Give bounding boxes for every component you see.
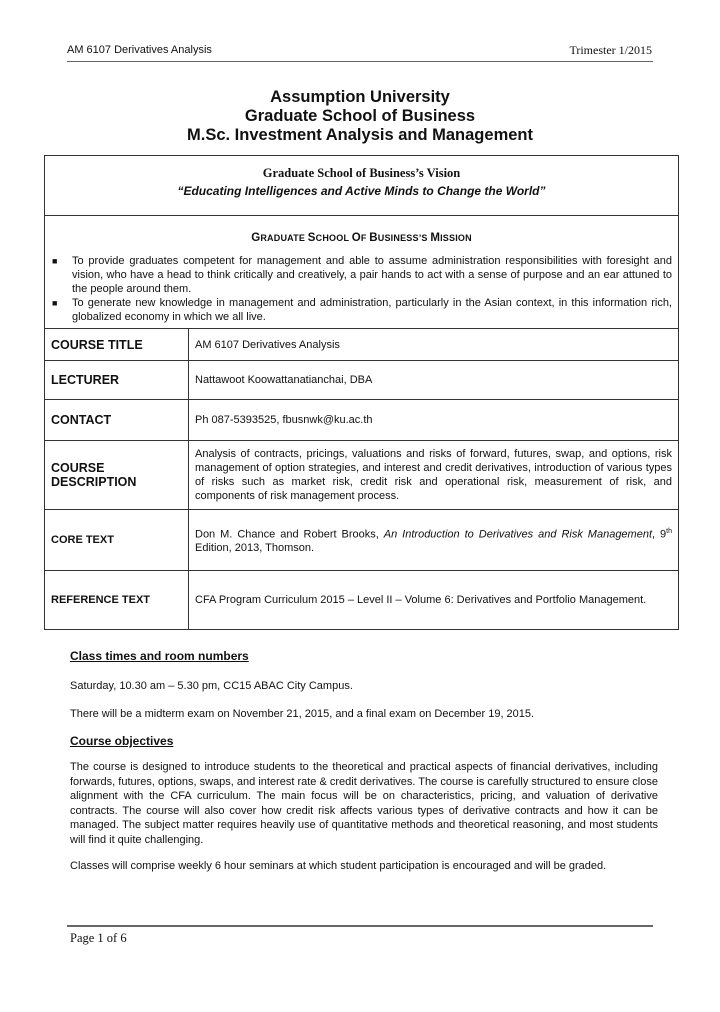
core-text-value: Don M. Chance and Robert Brooks, An Introduction to Derivatives and Risk Management, 9th Edition, 2013, Thomson. bbox=[189, 510, 679, 571]
course-title-value: AM 6107 Derivatives Analysis bbox=[189, 329, 679, 361]
divider bbox=[45, 215, 678, 216]
course-info-table bbox=[44, 328, 679, 630]
mission-item: ■ To generate new knowledge in management and administration, particularly in the Asian context, in this information rich, globalized economy in which we all live. bbox=[52, 297, 672, 323]
mission-list bbox=[51, 254, 672, 324]
description-label: COURSE DESCRIPTION bbox=[45, 441, 189, 510]
core-text-label: CORE TEXT bbox=[45, 510, 189, 571]
table-row bbox=[45, 441, 679, 510]
vision-title: Graduate School of Business’s Vision bbox=[262, 166, 461, 180]
bullet-icon: ■ bbox=[52, 256, 58, 266]
page-number: Page 1 of 6 bbox=[70, 931, 127, 945]
header-rule bbox=[67, 61, 653, 62]
mission-title-text: GRADUATE SCHOOL OF BUSINESS’S MISSION bbox=[251, 232, 472, 244]
reference-text-value: CFA Program Curriculum 2015 – Level II – Volume 6: Derivatives and Portfolio Management. bbox=[189, 571, 679, 630]
school-name: Graduate School of Business bbox=[244, 107, 476, 125]
seminar-paragraph: Classes will comprise weekly 6 hour seminars at which student participation is encouraged and will be graded. bbox=[70, 860, 607, 872]
contact-label: CONTACT bbox=[45, 400, 189, 441]
exam-dates-line: There will be a midterm exam on November 21, 2015, and a final exam on December 19, 2015. bbox=[70, 708, 535, 720]
university-name: Assumption University bbox=[270, 88, 450, 106]
table-row bbox=[45, 510, 679, 571]
bullet-icon: ■ bbox=[52, 298, 58, 308]
document-title bbox=[0, 88, 720, 145]
objectives-paragraph: The course is designed to introduce students to the theoretical and practical aspects of financial derivatives, including forwards, futures, options, swaps, and interest rate & credit derivatives. The course is carefully structured to ensure close alignment with the CFA curriculum. The main focus will be on characteristics, pricing, and valuation of derivative contracts. The course will also cover how credit risk affects various types of derivative contracts and how it can be managed. The subject matter requires heavily use of quantitative methods and theoretical reasoning, and most students will find it quite challenging. bbox=[70, 761, 658, 846]
objectives-heading: Course objectives bbox=[70, 734, 174, 748]
description-value: Analysis of contracts, pricings, valuations and risks of forward, futures, swap, and options, risk management of option strategies, and interest and credit derivatives, introduction of various types of risks such as market risk, credit risk and operational risk, measurement of risk, and components of risk management process. bbox=[189, 441, 679, 510]
class-times-heading: Class times and room numbers bbox=[70, 649, 249, 663]
course-title-label: COURSE TITLE bbox=[45, 329, 189, 361]
vision-text: “Educating Intelligences and Active Minds to Change the World” bbox=[177, 184, 546, 198]
header-trimester: Trimester 1/2015 bbox=[569, 43, 652, 57]
header-course: AM 6107 Derivatives Analysis bbox=[67, 44, 212, 56]
mission-title bbox=[45, 232, 678, 244]
vision-section bbox=[45, 166, 678, 198]
table-row bbox=[45, 400, 679, 441]
reference-text-label: REFERENCE TEXT bbox=[45, 571, 189, 630]
vision-mission-box bbox=[44, 155, 679, 329]
program-name: M.Sc. Investment Analysis and Management bbox=[187, 126, 533, 144]
table-row bbox=[45, 571, 679, 630]
mission-item: ■ To provide graduates competent for management and able to assume administration responsibilities with foresight and vision, who have a head to think critically and creatively, a pair hands to act with a sense of purpose and an ear attuned to the people around them. bbox=[52, 255, 672, 295]
class-times-line: Saturday, 10.30 am – 5.30 pm, CC15 ABAC City Campus. bbox=[70, 680, 353, 692]
contact-value: Ph 087-5393525, fbusnwk@ku.ac.th bbox=[189, 400, 679, 441]
table-row bbox=[45, 361, 679, 400]
table-row bbox=[45, 329, 679, 361]
lecturer-value: Nattawoot Koowattanatianchai, DBA bbox=[189, 361, 679, 400]
core-book-title: An Introduction to Derivatives and Risk Management bbox=[383, 528, 653, 541]
lecturer-label: LECTURER bbox=[45, 361, 189, 400]
footer-rule bbox=[67, 925, 653, 927]
